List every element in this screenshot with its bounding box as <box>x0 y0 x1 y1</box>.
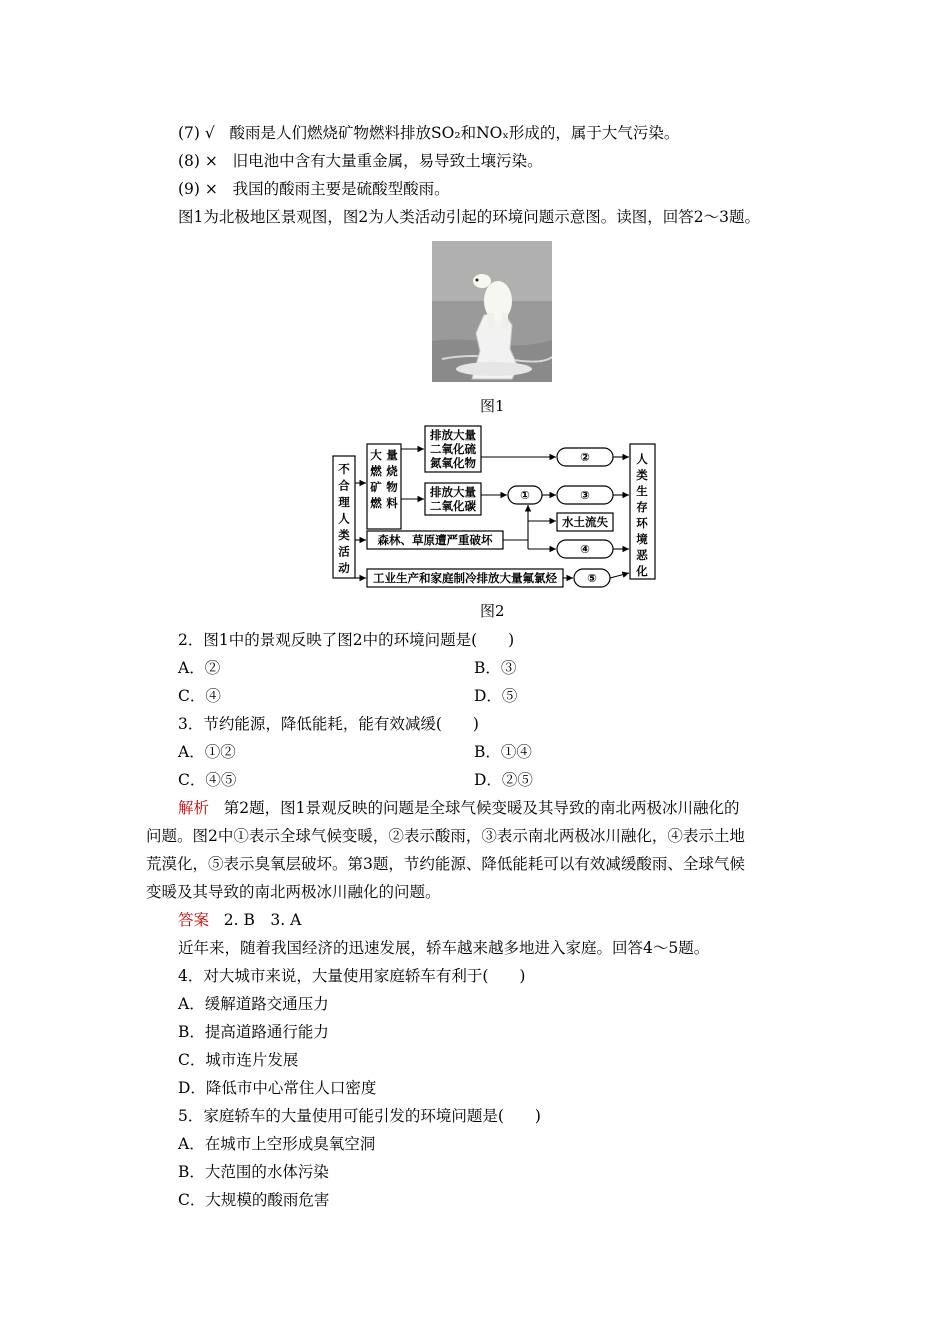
activity-char: 合 <box>338 478 350 493</box>
polar-bear-photo <box>432 241 552 382</box>
fuel-char: 量 <box>386 448 398 462</box>
analysis-line-4: 变暖及其导致的南北两极冰川融化的问题。 <box>146 883 441 901</box>
q3-option-a: A．①② <box>178 743 236 761</box>
q3-option-b: B．①④ <box>474 743 532 761</box>
activity-char: 人 <box>338 511 350 526</box>
activity-label <box>338 462 350 575</box>
outcome-char: 环 <box>636 516 648 530</box>
q4-stem: 4．对大城市来说，大量使用家庭轿车有利于( ) <box>178 967 526 985</box>
problem-1: ① <box>520 488 530 502</box>
intro-4-5: 近年来，随着我国经济的迅速发展，轿车越来越多地进入家庭。回答4～5题。 <box>178 939 710 957</box>
environment-flow-diagram <box>332 423 658 593</box>
fuel-char: 大 <box>370 448 382 462</box>
q5-option-c: C．大规模的酸雨危害 <box>178 1191 330 1209</box>
activity-char: 类 <box>338 528 350 542</box>
analysis-line-1: 解析 第2题，图1景观反映的问题是全球气候变暖及其导致的南北两极冰川融化的 <box>178 799 740 817</box>
q4-option-c: C．城市连片发展 <box>178 1051 299 1069</box>
fig1-caption: 图1 <box>480 397 505 415</box>
q3-stem: 3．节约能源，降低能耗，能有效减缓( ) <box>178 715 479 733</box>
fuel-char: 料 <box>386 496 398 510</box>
problem-3: ③ <box>580 488 590 502</box>
q2-option-a: A．② <box>178 659 221 677</box>
outcome-char: 境 <box>636 532 648 546</box>
analysis-line-3: 荒漠化，⑤表示臭氧层破坏。第3题，节约能源、降低能耗可以有效减缓酸雨、全球气候 <box>146 855 745 873</box>
q2-stem: 2．图1中的景观反映了图2中的环境问题是( ) <box>178 631 515 649</box>
intro-2-3: 图1为北极地区景观图，图2为人类活动引起的环境问题示意图。读图，回答2～3题。 <box>178 208 760 226</box>
problem-4: ④ <box>580 542 590 556</box>
co2-line2: 二氧化碳 <box>430 499 476 513</box>
analysis-line-2: 问题。图2中①表示全球气候变暖，②表示酸雨，③表示南北两极冰川融化，④表示土地 <box>146 827 745 845</box>
q5-option-a: A．在城市上空形成臭氧空洞 <box>178 1135 376 1153</box>
outcome-char: 人 <box>636 452 648 466</box>
fuel-char: 燃 <box>370 496 382 510</box>
co2-line1: 排放大量 <box>430 485 476 499</box>
fuel-char: 燃 <box>370 464 382 478</box>
problem-2: ② <box>580 450 590 464</box>
q2-option-b: B．③ <box>474 659 517 677</box>
q4-option-b: B．提高道路通行能力 <box>178 1023 329 1041</box>
q3-option-c: C．④⑤ <box>178 771 237 789</box>
q5-option-b: B．大范围的水体污染 <box>178 1163 329 1181</box>
item-9: (9) × 我国的酸雨主要是硫酸型酸雨。 <box>178 180 450 198</box>
fig2-caption: 图2 <box>480 602 505 620</box>
outcome-char: 类 <box>636 468 648 482</box>
fuel-char: 物 <box>386 480 398 494</box>
so2-line1: 排放大量 <box>430 428 476 442</box>
item-8: (8) × 旧电池中含有大量重金属，易导致土壤污染。 <box>178 152 543 170</box>
outcome-char: 恶 <box>636 548 648 562</box>
activity-char: 不 <box>338 462 350 476</box>
so2-line3: 氮氧化物 <box>430 456 476 470</box>
fuel-char: 矿 <box>370 480 382 494</box>
outcome-char: 生 <box>636 484 648 498</box>
analysis-label: 解析 <box>178 799 210 817</box>
q4-option-a: A．缓解道路交通压力 <box>178 995 329 1013</box>
soil-erosion: 水土流失 <box>562 515 608 529</box>
activity-char: 活 <box>338 544 350 559</box>
q3-option-d: D．②⑤ <box>474 771 533 789</box>
outcome-char: 存 <box>636 500 648 514</box>
polar-bear-illustration <box>432 241 552 382</box>
activity-char: 理 <box>338 495 350 509</box>
answer-label: 答案 <box>178 911 210 929</box>
outcome-char: 化 <box>636 564 648 578</box>
item-7: (7) √ 酸雨是人们燃烧矿物燃料排放SO₂和NOₓ形成的，属于大气污染。 <box>178 124 680 142</box>
activity-char: 动 <box>338 561 350 575</box>
so2-line2: 二氧化硫 <box>430 442 476 456</box>
q4-option-d: D．降低市中心常住人口密度 <box>178 1079 377 1097</box>
q2-option-d: D．⑤ <box>474 687 518 705</box>
q5-stem: 5．家庭轿车的大量使用可能引发的环境问题是( ) <box>178 1107 541 1125</box>
industry-label: 工业生产和家庭制冷排放大量氟氯烃 <box>373 571 557 585</box>
q2-option-c: C．④ <box>178 687 221 705</box>
fuel-char: 烧 <box>386 464 398 478</box>
forest-label: 森林、草原遭严重破坏 <box>377 533 493 547</box>
problem-5: ⑤ <box>587 571 597 585</box>
answer-line: 答案 2. B 3. A <box>178 911 302 929</box>
